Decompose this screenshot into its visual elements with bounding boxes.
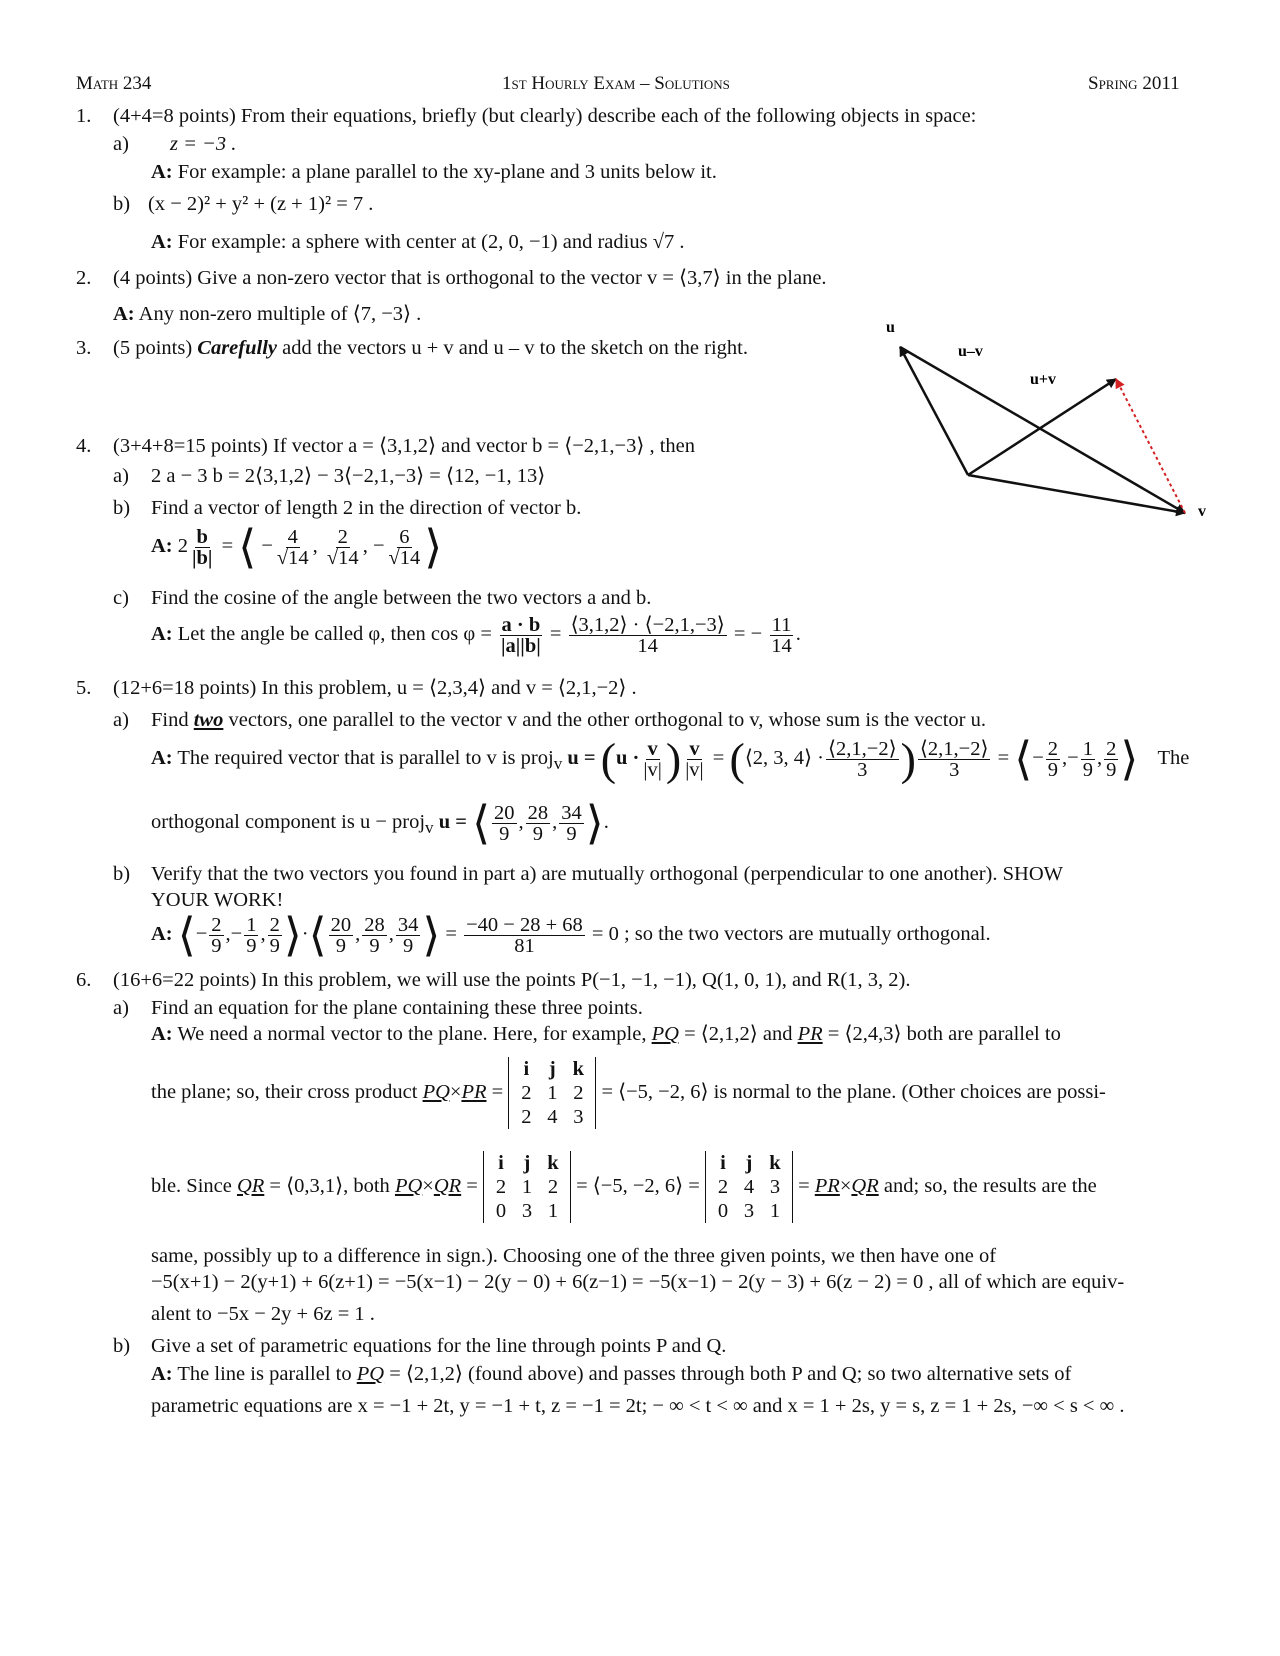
v-frac	[826, 739, 899, 780]
p4-c-label: c)	[113, 587, 129, 609]
p6-a-answer-6: alent to −5x − 2y + 6z = 1 .	[151, 1303, 375, 1325]
p5-b-text1: Verify that the two vectors you found in part a) are mutually orthogonal (perpendicular to one another). SHOW	[151, 863, 1063, 885]
frac	[1104, 739, 1118, 780]
p4-c-text: Find the cosine of the angle between the two vectors a and b.	[151, 587, 652, 609]
v-frac	[918, 739, 991, 780]
text: the plane; so, their cross product	[151, 1081, 418, 1103]
paren-left: (	[600, 733, 617, 785]
vector-name: PR	[814, 1175, 840, 1197]
det-cell: 2	[495, 1176, 507, 1199]
p4-b-text: Find a vector of length 2 in the direction of vector b.	[151, 497, 582, 519]
frac-num: 11	[771, 613, 792, 636]
frac-3	[387, 527, 423, 568]
frac	[362, 915, 387, 956]
p5-number: 5.	[76, 677, 92, 699]
frac-den: |a||b|	[501, 634, 541, 657]
answer-text: For example: a plane parallel to the xy-plane and 3 units below it.	[177, 161, 717, 183]
angle-right: ⟩	[1120, 733, 1139, 785]
p5-b-text2: YOUR WORK!	[151, 889, 284, 911]
subscript: v	[553, 754, 563, 774]
answer-lead: A:	[151, 1023, 173, 1045]
frac-den: 9	[211, 934, 222, 957]
frac	[1046, 739, 1060, 780]
frac	[559, 803, 584, 844]
cos-fraction-1	[499, 615, 543, 656]
cos-fraction-2	[569, 615, 727, 656]
angle-left: ⟨	[472, 797, 491, 849]
p5-b-label: b)	[113, 863, 131, 885]
p4-a-text: 2 a − 3 b = 2⟨3,1,2⟩ − 3⟨−2,1,−3⟩ = ⟨12, −1, 13⟩	[151, 465, 546, 487]
p3-number: 3.	[76, 337, 92, 359]
angle-right: ⟩	[424, 521, 443, 573]
det-cell: 1	[769, 1200, 781, 1223]
answer-lead: A:	[113, 303, 135, 325]
vector: ⟨2, 3, 4⟩ ·	[744, 747, 825, 769]
frac	[329, 915, 354, 956]
angle-left: ⟨	[177, 909, 196, 961]
vector-name: PR	[797, 1023, 823, 1045]
frac	[244, 915, 258, 956]
text: = ⟨2,1,2⟩ and	[684, 1023, 793, 1045]
vector-sketch	[880, 318, 1220, 528]
frac-num: v	[647, 737, 658, 760]
sketch-label-u-plus-v: u+v	[1030, 371, 1057, 388]
frac-num: 2	[337, 525, 348, 548]
p1-a-eq: z = −3 .	[170, 133, 237, 155]
vector-name: QR	[433, 1175, 462, 1197]
frac-num: 2	[211, 913, 222, 936]
text: = ⟨−5, −2, 6⟩ is normal to the plane. (Other choices are possi-	[601, 1081, 1106, 1103]
header-title: 1st Hourly Exam – Solutions	[502, 73, 730, 94]
det-cell: 0	[717, 1200, 729, 1223]
frac-den: 9	[246, 934, 257, 957]
p2-text: (4 points) Give a non-zero vector that is orthogonal to the vector v = ⟨3,7⟩ in the plane.	[113, 267, 827, 289]
frac-den: 9	[1047, 758, 1059, 781]
angle-left: ⟨	[238, 521, 257, 573]
p1-text: (4+4=8 points) From their equations, briefly (but clearly) describe each of the following objects in space:	[113, 105, 977, 127]
answer-text: Let the angle be called φ, then cos φ =	[177, 623, 492, 645]
cos-fraction-3	[769, 615, 794, 656]
det-cell: 3	[743, 1200, 755, 1223]
u-vector: u =	[567, 747, 596, 769]
p6-b-answer-2: parametric equations are x = −1 + 2t, y = −1 + t, z = −1 = 2t; − ∞ < t < ∞ and x = 1 + 2s, y = s, z = 1 + 2s, −∞ < s < ∞ .	[151, 1395, 1125, 1417]
p1-b-label: b)	[113, 193, 131, 215]
frac	[1081, 739, 1095, 780]
p6-b-label: b)	[113, 1335, 131, 1357]
text: = ⟨0,3,1⟩, both	[269, 1175, 390, 1197]
text: = ⟨2,4,3⟩ both are parallel to	[827, 1023, 1061, 1045]
sketch-label-v: v	[1198, 503, 1206, 520]
p5-a-label: a)	[113, 709, 129, 731]
p5-a-answer: A: The required vector that is parallel to v is proj$_v$ u = (u · $\frac{v}{|v|}$ ) $\frac{v}{|v|}$ = (⟨2, 3, 4⟩ · $\frac{⟨2,1,-2⟩}{3}$ ) $\frac{⟨2,1,-2⟩}{3}$ = ⟨− $\frac{2}{9}$ ,− $\frac{1}{9}$ , $\frac{2}{9}$ ⟩ The	[151, 733, 1190, 785]
p6-a-label: a)	[113, 997, 129, 1019]
paren-right: )	[900, 733, 916, 785]
vector-name: QR	[851, 1175, 879, 1197]
determinant-pr-qr	[705, 1151, 793, 1223]
scalar: 2	[177, 535, 189, 557]
p6-a-answer-1	[151, 1022, 1061, 1046]
paren-right: )	[665, 733, 682, 785]
frac-num: 28	[527, 801, 549, 824]
frac-den: √14	[276, 546, 309, 569]
p1-a-answer	[151, 160, 717, 184]
p6-a-answer-4: same, possibly up to a difference in sign.). Choosing one of the three given points, we then have one of	[151, 1245, 997, 1267]
subscript: v	[425, 818, 434, 838]
det-cell: 1	[547, 1082, 558, 1105]
p6-b-text: Give a set of parametric equations for the line through points P and Q.	[151, 1335, 727, 1357]
frac-den: 81	[514, 934, 535, 957]
p1-b-answer	[151, 230, 684, 254]
u-dot: u ·	[616, 747, 640, 769]
det-cell: i	[720, 1152, 726, 1175]
frac-den: |v|	[685, 758, 704, 781]
frac	[526, 803, 551, 844]
det-cell: 2	[547, 1176, 559, 1199]
frac-den: 9	[369, 934, 380, 957]
p6-number: 6.	[76, 969, 92, 991]
frac-num: 20	[330, 913, 352, 936]
det-cell: 1	[547, 1200, 559, 1223]
frac-1	[275, 527, 311, 568]
answer-lead: A:	[151, 231, 173, 253]
det-cell: 4	[743, 1176, 755, 1199]
frac	[209, 915, 223, 956]
det-cell: 2	[521, 1106, 532, 1129]
vector-name: QR	[236, 1175, 265, 1197]
p5-a-orth: orthogonal component is u − proj$_v$ u = ⟨ $\frac{20}{9}$ , $\frac{28}{9}$ , $\frac{34}{9}$ ⟩.	[151, 797, 609, 849]
v-unit	[641, 739, 663, 780]
frac-num: 1	[1082, 737, 1093, 760]
p4-a-label: a)	[113, 465, 129, 487]
det-cell: i	[498, 1152, 504, 1175]
emphasis: two	[193, 709, 224, 731]
answer-text: The required vector that is parallel to v is proj	[177, 747, 554, 769]
answer-text: Any non-zero multiple of ⟨7, −3⟩ .	[138, 303, 422, 325]
angle-left: ⟨	[1014, 733, 1033, 785]
text: ble. Since	[151, 1175, 232, 1197]
p5-b-answer: A: ⟨− $\frac{2}{9}$ ,− $\frac{1}{9}$ , $\frac{2}{9}$ ⟩·⟨ $\frac{20}{9}$ , $\frac{28}{9}$ , $\frac{34}{9}$ ⟩ = $\frac{-40 - 28 + 68}{81}$ = 0 ; so the two vectors are mutually orthogonal.	[151, 909, 991, 961]
frac-num: v	[689, 737, 700, 760]
sum-fraction	[464, 915, 585, 956]
u-vector: u =	[438, 811, 467, 833]
p6-a-text: Find an equation for the plane containing these three points.	[151, 997, 643, 1019]
v-unit	[683, 739, 705, 780]
p6-a-answer-5: −5(x+1) − 2(y+1) + 6(z+1) = −5(x−1) − 2(y − 0) + 6(z−1) = −5(x−1) − 2(y − 3) + 6(z − 2) = 0 , all of which are equiv-	[151, 1271, 1125, 1293]
p2-number: 2.	[76, 267, 92, 289]
text: = ⟨−5, −2, 6⟩ =	[576, 1175, 700, 1197]
det-cell: k	[547, 1152, 559, 1175]
paren-left: (	[729, 733, 745, 785]
det-cell: 3	[573, 1106, 584, 1129]
frac-den: 9	[402, 934, 414, 957]
p6-a-answer-2: the plane; so, their cross product PQ×PR = i j k 2 1 2 2 4 3 = ⟨−5, −2, 6⟩ is normal to the plane. (Other choices are possi-	[151, 1058, 1106, 1129]
text: We need a normal vector to the plane. Here, for example,	[177, 1023, 647, 1045]
frac-den: 9	[532, 822, 544, 845]
p3-instruction: add the vectors u + v and u – v to the sketch on the right.	[282, 337, 748, 359]
answer-lead: A:	[151, 923, 173, 945]
determinant-pq-qr	[483, 1151, 571, 1223]
header-term: Spring 2011	[1088, 73, 1180, 94]
text: =	[491, 1081, 504, 1103]
text: The line is parallel to	[177, 1363, 352, 1385]
answer-lead: A:	[151, 623, 173, 645]
frac-num: ⟨3,1,2⟩ · ⟨−2,1,−3⟩	[570, 613, 725, 636]
text: orthogonal component is u − proj	[151, 811, 426, 833]
p1-b-eq: (x − 2)² + y² + (z + 1)² = 7 .	[148, 193, 374, 215]
angle-right: ⟩	[422, 909, 441, 961]
frac-num: ⟨2,1,−2⟩	[919, 737, 989, 760]
det-cell: j	[523, 1152, 531, 1175]
frac-num: 6	[399, 525, 410, 548]
frac-num: 34	[397, 913, 419, 936]
frac	[492, 803, 517, 844]
angle-right: ⟩	[585, 797, 604, 849]
text: The	[1157, 747, 1190, 769]
frac-den: |v|	[643, 758, 662, 781]
vector-name: PQ	[422, 1081, 450, 1103]
answer-text: For example: a sphere with center at (2, 0, −1) and radius √7 .	[177, 231, 685, 253]
p4-text: (3+4+8=15 points) If vector a = ⟨3,1,2⟩ and vector b = ⟨−2,1,−3⟩ , then	[113, 435, 696, 457]
answer-lead: A:	[151, 1363, 173, 1385]
p4-b-label: b)	[113, 497, 131, 519]
det-cell: 2	[521, 1082, 532, 1105]
frac-num: 2	[1106, 737, 1117, 760]
frac-den: √14	[326, 546, 359, 569]
frac-den: √14	[388, 546, 421, 569]
sketch-label-u-minus-v: u–v	[958, 343, 983, 360]
frac-den: 3	[949, 758, 960, 781]
frac-den: 14	[771, 634, 792, 657]
det-cell: 2	[717, 1176, 729, 1199]
frac-num: 20	[494, 801, 515, 824]
p5-a-text	[151, 708, 986, 732]
answer-lead: A:	[151, 747, 173, 769]
answer-lead: A:	[151, 161, 173, 183]
p4-c-answer: A: Let the angle be called φ, then cos φ = $\frac{a \cdot b}{|a||b|}$ = $\frac{⟨3,1,2⟩ \cdot ⟨-2,1,-3⟩}{14}$ = − $\frac{11}{14}$ .	[151, 613, 801, 657]
frac-num: 4	[287, 525, 298, 548]
frac-den: 9	[1106, 758, 1117, 781]
angle-right: ⟩	[283, 909, 302, 961]
frac	[396, 915, 421, 956]
frac-num: 1	[246, 913, 257, 936]
determinant-pq-pr	[508, 1057, 596, 1129]
p4-b-answer: A: 2 $\frac{b}{|b|}$ = ⟨ − $\frac{4}{√14}$ , $\frac{2}{√14}$ , − $\frac{6}{√14}$ ⟩	[151, 521, 443, 573]
frac-den: 9	[499, 822, 510, 845]
frac-num: 2	[1047, 737, 1059, 760]
p2-answer	[113, 302, 421, 326]
det-cell: 1	[521, 1176, 533, 1199]
p3-text	[113, 336, 748, 360]
frac-den: 9	[269, 934, 280, 957]
answer-text: = 0 ; so the two vectors are mutually orthogonal.	[591, 923, 991, 945]
frac-num: b	[196, 525, 208, 548]
p6-a-answer-3: ble. Since QR = ⟨0,3,1⟩, both PQ×QR = i j k 2 1 2 0 3 1 = ⟨−5, −2, 6⟩ = i j k 2 4 3 0 3 1 = PR×QR and; so, the results are the	[151, 1152, 1097, 1223]
frac-num: 2	[269, 913, 280, 936]
vector-name: PQ	[356, 1363, 385, 1385]
p5-text: (12+6=18 points) In this problem, u = ⟨2,3,4⟩ and v = ⟨2,1,−2⟩ .	[113, 677, 637, 699]
p6-text: (16+6=22 points) In this problem, we will use the points P(−1, −1, −1), Q(1, 0, 1), and R(1, 3, 2).	[113, 969, 911, 991]
frac-den: |b|	[192, 546, 213, 569]
det-cell: 2	[573, 1082, 584, 1105]
angle-left: ⟨	[308, 909, 327, 961]
text: = ⟨2,1,2⟩ (found above) and passes through both P and Q; so two alternative sets of	[389, 1363, 1072, 1385]
vector-name: PQ	[651, 1023, 679, 1045]
p3-points: (5 points)	[113, 337, 193, 359]
answer-lead: A:	[151, 535, 173, 557]
frac-2	[325, 527, 361, 568]
det-cell: i	[523, 1058, 530, 1081]
frac-den: 3	[857, 758, 868, 781]
det-cell: k	[572, 1058, 585, 1081]
det-cell: k	[769, 1152, 781, 1175]
frac-den: 9	[566, 822, 577, 845]
p6-b-answer-1	[151, 1362, 1071, 1386]
text: vectors, one parallel to the vector v and the other orthogonal to v, whose sum is the vector u.	[228, 709, 987, 731]
text: Find	[151, 709, 189, 731]
unit-b-fraction	[190, 527, 214, 568]
vector-name: PQ	[394, 1175, 423, 1197]
text: and; so, the results are the	[883, 1175, 1097, 1197]
vector-name: PR	[461, 1081, 487, 1103]
frac-num: 34	[561, 801, 582, 824]
p4-number: 4.	[76, 435, 92, 457]
header-course: Math 234	[76, 73, 152, 94]
p1-a-label: a)	[113, 133, 129, 155]
sketch-label-u: u	[886, 319, 895, 336]
det-cell: 3	[769, 1176, 781, 1199]
det-cell: 0	[495, 1200, 507, 1223]
p3-emphasis: Carefully	[197, 337, 277, 359]
det-cell: 3	[521, 1200, 533, 1223]
p1-number: 1.	[76, 105, 92, 127]
det-cell: j	[548, 1058, 556, 1081]
det-cell: j	[745, 1152, 753, 1175]
frac	[268, 915, 282, 956]
frac-num: ⟨2,1,−2⟩	[828, 737, 897, 760]
frac-num: −40 − 28 + 68	[466, 913, 583, 936]
det-cell: 4	[547, 1106, 558, 1129]
frac-num: a · b	[501, 613, 541, 636]
frac-num: 28	[364, 913, 385, 936]
frac-den: 9	[1082, 758, 1093, 781]
frac-den: 9	[335, 934, 346, 957]
frac-den: 14	[637, 634, 658, 657]
